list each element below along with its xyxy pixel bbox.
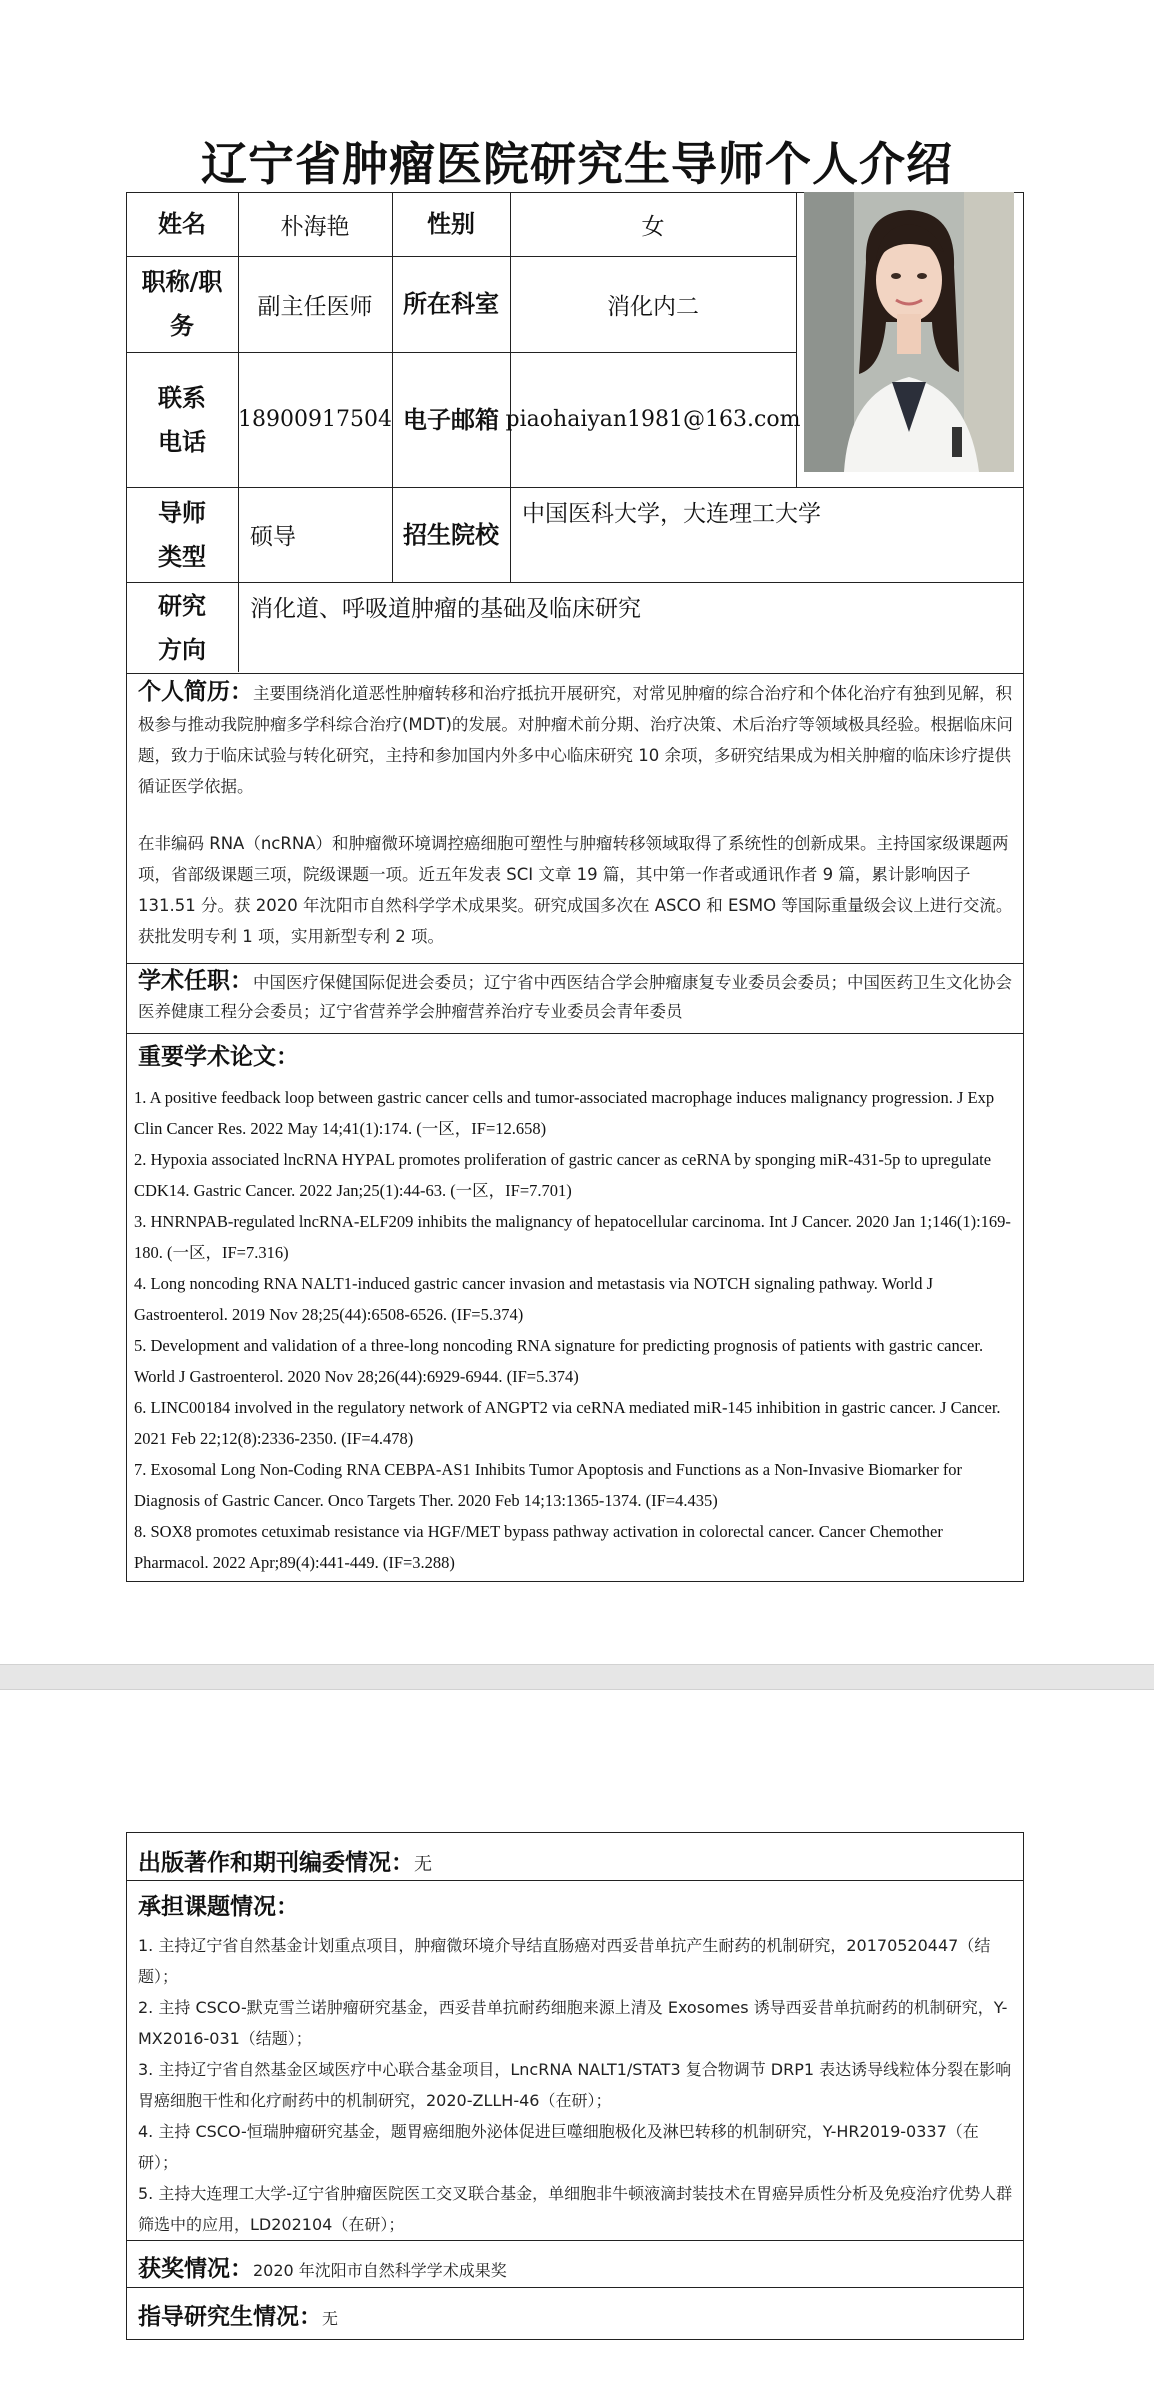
- gender-value: 女: [641, 213, 665, 240]
- publications-row: [138, 1844, 432, 1877]
- bio-section: [138, 676, 1018, 802]
- bio-paragraph-1: 主要围绕消化道恶性肿瘤转移和治疗抵抗开展研究，对常见肿瘤的综合治疗和个体化治疗有独到见解，积极参与推动我院肿瘤多学科综合治疗(MDT)的发展。对肿瘤术前分期、治疗决策、术后治疗等领域极具经验。根据临床问题，致力于临床试验与转化研究，主持和参加国内外多中心临床研究 10 余项，多研究结果成为相关肿瘤的临床诊疗提供循证医学依据。: [138, 684, 1013, 796]
- page-2: [0, 1690, 1154, 2404]
- portrait-illustration: [804, 192, 1014, 472]
- students-heading: 指导研究生情况：: [138, 2303, 322, 2330]
- school-label: 招生院校: [403, 519, 499, 549]
- projects-heading: 承担课题情况：: [138, 1893, 299, 1920]
- school-value: 中国医科大学，大连理工大学: [522, 501, 821, 527]
- project-item: 3. 主持辽宁省自然基金区域医疗中心联合基金项目，LncRNA NALT1/STAT3 复合物调节 DRP1 表达诱导线粒体分裂在影响胃癌细胞干性和化疗耐药中的机制研究，2020-ZLLH-46（在研）；: [138, 2060, 1012, 2110]
- awards-row: [138, 2250, 507, 2283]
- paper-item: 8. SOX8 promotes cetuximab resistance via HGF/MET bypass pathway activation in colorectal cancer. Cancer Chemother Pharmacol. 2022 Apr;89(4):441-449. (IF=3.288): [134, 1522, 943, 1572]
- phone-label: 联系电话: [158, 382, 206, 456]
- publications-heading: 出版著作和期刊编委情况：: [138, 1849, 414, 1876]
- project-item: 2. 主持 CSCO-默克雪兰诺肿瘤研究基金，西妥昔单抗耐药细胞来源上清及 Exosomes 诱导西妥昔单抗耐药的机制研究，Y-MX2016-031（结题）；: [138, 1998, 1008, 2048]
- page-title: 辽宁省肿瘤医院研究生导师个人介绍: [201, 137, 953, 191]
- awards-text: 2020 年沈阳市自然科学学术成果奖: [253, 2261, 507, 2280]
- supervisor-label: 导师类型: [158, 497, 206, 571]
- gender-label: 性别: [427, 209, 475, 238]
- name-label: 姓名: [158, 209, 206, 238]
- publications-text: 无: [414, 1854, 432, 1875]
- title-label: 职称/职务: [141, 267, 223, 340]
- email-label: 电子邮箱: [403, 404, 499, 434]
- research-label: 研究方向: [158, 590, 206, 664]
- positions-section: [138, 966, 1018, 1026]
- email-value: piaohaiyan1981@163.com: [505, 407, 801, 432]
- portrait-photo: [804, 192, 1014, 472]
- paper-item: 6. LINC00184 involved in the regulatory network of ANGPT2 via ceRNA mediated miR-145 inhibition in gastric cancer. J Cancer. 2021 Feb 22;12(8):2336-2350. (IF=4.478): [134, 1398, 1001, 1448]
- bio-paragraph-2: 在非编码 RNA（ncRNA）和肿瘤微环境调控癌细胞可塑性与肿瘤转移领域取得了系统性的创新成果。主持国家级课题两项，省部级课题三项，院级课题一项。近五年发表 SCI 文章 19 篇，其中第一作者或通讯作者 9 篇，累计影响因子 131.51 分。获 2020 年沈阳市自然科学学术成果奖。研究成国多次在 ASCO 和 ESMO 等国际重量级会议上进行交流。获批发明专利 1 项，实用新型专利 2 项。: [138, 834, 1013, 946]
- dept-value: 消化内二: [607, 293, 699, 320]
- name-value: 朴海艳: [280, 213, 350, 240]
- students-row: [138, 2298, 338, 2331]
- project-item: 4. 主持 CSCO-恒瑞肿瘤研究基金，题胃癌细胞外泌体促进巨噬细胞极化及淋巴转移的机制研究，Y-HR2019-0337（在研）；: [138, 2122, 979, 2172]
- bio-heading: 个人简历：: [138, 678, 253, 705]
- paper-item: 2. Hypoxia associated lncRNA HYPAL promotes proliferation of gastric cancer as ceRNA by sponging miR-431-5p to upregulate CDK14. Gastric Cancer. 2022 Jan;25(1):44-63. (一区，IF=7.701): [134, 1150, 992, 1200]
- paper-item: 3. HNRNPAB-regulated lncRNA-ELF209 inhibits the malignancy of hepatocellular carcinoma. Int J Cancer. 2020 Jan 1;146(1):169-180. (一区，IF=7.316): [134, 1212, 1011, 1262]
- dept-label: 所在科室: [403, 289, 499, 318]
- positions-text: 中国医疗保健国际促进会委员；辽宁省中西医结合学会肿瘤康复专业委员会委员；中国医药卫生文化协会医养健康工程分会委员；辽宁省营养学会肿瘤营养治疗专业委员会青年委员: [138, 973, 1012, 1021]
- research-value: 消化道、呼吸道肿瘤的基础及临床研究: [250, 596, 641, 622]
- paper-item: 4. Long noncoding RNA NALT1-induced gastric cancer invasion and metastasis via NOTCH signaling pathway. World J Gastroenterol. 2019 Nov 28;25(44):6508-6526. (IF=5.374): [134, 1274, 934, 1324]
- awards-heading: 获奖情况：: [138, 2255, 253, 2282]
- paper-item: 7. Exosomal Long Non-Coding RNA CEBPA-AS1 Inhibits Tumor Apoptosis and Functions as a Non-Invasive Biomarker for Diagnosis of Gastric Cancer. Onco Targets Ther. 2020 Feb 14;13:1365-1374. (IF=4.435): [134, 1460, 963, 1510]
- project-item: 5. 主持大连理工大学-辽宁省肿瘤医院医工交叉联合基金，单细胞非牛顿液滴封装技术在胃癌异质性分析及免疫治疗优势人群筛选中的应用，LD202104（在研）；: [138, 2184, 1013, 2234]
- phone-value: 18900917504: [238, 407, 392, 432]
- positions-heading: 学术任职：: [138, 967, 253, 994]
- paper-item: 5. Development and validation of a three-long noncoding RNA signature for predicting prognosis of patients with gastric cancer. World J Gastroenterol. 2020 Nov 28;26(44):6929-6944. (IF=5.374): [134, 1336, 984, 1386]
- supervisor-value: 硕导: [250, 524, 296, 550]
- papers-heading: 重要学术论文：: [138, 1043, 299, 1070]
- page-separator: [0, 1664, 1154, 1690]
- title-value: 副主任医师: [257, 293, 373, 320]
- paper-item: 1. A positive feedback loop between gastric cancer cells and tumor-associated macrophage induces malignancy progression. J Exp Clin Cancer Res. 2022 May 14;41(1):174. (一区，IF=12.658): [134, 1088, 995, 1138]
- students-text: 无: [322, 2309, 339, 2328]
- project-item: 1. 主持辽宁省自然基金计划重点项目，肿瘤微环境介导结直肠癌对西妥昔单抗产生耐药的机制研究，20170520447（结题）；: [138, 1936, 991, 1986]
